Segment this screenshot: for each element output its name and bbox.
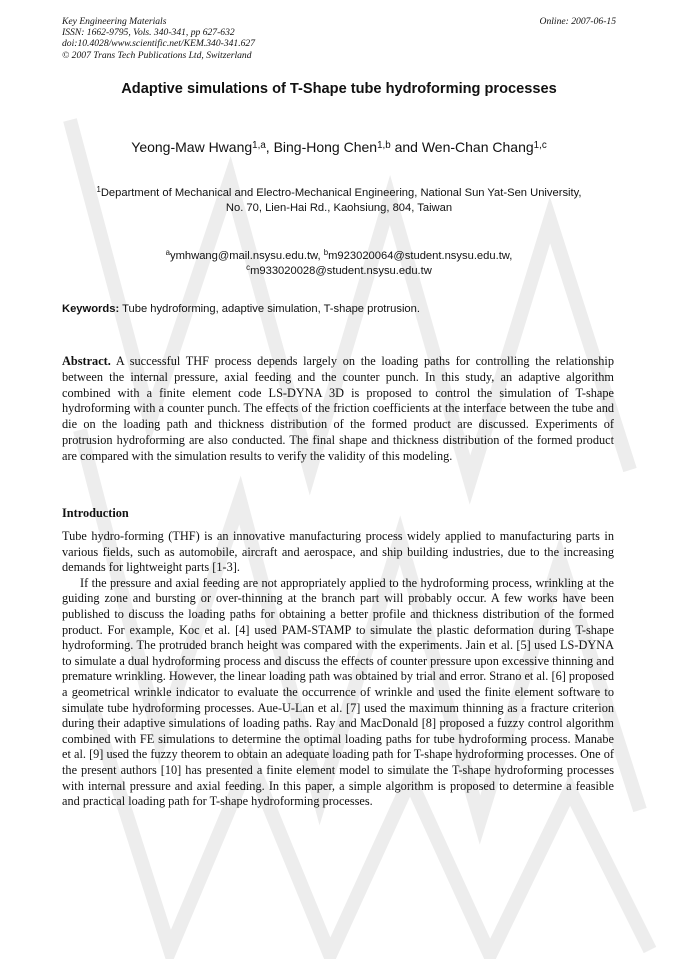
- affiliation-line-2: No. 70, Lien-Hai Rd., Kaohsiung, 804, Taiwan: [225, 202, 453, 214]
- email-block: [62, 249, 616, 279]
- email-superscript: a: [165, 248, 170, 258]
- keywords-label: Keywords:: [62, 303, 120, 315]
- online-date: Online: 2007-06-15: [539, 16, 616, 27]
- introduction-paragraph-2: If the pressure and axial feeding are not appropriately applied to the hydroforming process, wrinkling at the guiding zone and bursting or over-thinning at the branch part will probably occur. A few works have been published to discuss the loading paths for obtaining a better profile and thickness distribution of the formed product. For example, Koc et al. [4] used PAM-STAMP to simulate the plastic deformation during T-shape hydroforming. The protruded branch height was compared with the experiments. Jain et al. [5] used LS-DYNA to simulate a dual hydroforming process and discuss the effects of counter pressure upon excessive thinning and premature wrinkling. However, the linear loading path was obtained by trial and error. Strano et al. [6] proposed a geometrical wrinkle indicator to evaluate the occurrence of wrinkle and used the finite element software to simulate tube hydroforming processes. Aue-U-Lan et al. [7] used the maximum thinning as a fracture criterion during their adaptive simulations of loading paths. Ray and MacDonald [8] proposed a fuzzy control algorithm combined with FE simulations to determine the optimal loading paths for tube hydroforming process. Manabe et al. [9] used the fuzzy theorem to obtain an adequate loading path for T-shape hydroforming processes. One of the present authors [10] has presented a finite element model to simulate the T-shape hydroforming processes with internal pressure and axial feeding. In this paper, a simple algorithm is proposed to determine a feasible and practical loading path for T-shape hydroforming processes.: [62, 575, 614, 809]
- author-name: Yeong-Maw Hwang: [131, 139, 253, 155]
- author-separator: and: [390, 139, 422, 155]
- affiliation-superscript: 1: [96, 185, 101, 195]
- journal-header: [62, 16, 616, 61]
- affiliation: [62, 186, 616, 216]
- doi-line: doi:10.4028/www.scientific.net/KEM.340-341.627: [62, 38, 256, 50]
- abstract: [62, 354, 614, 465]
- section-heading-introduction: Introduction: [62, 506, 129, 520]
- keywords-text: Tube hydroforming, adaptive simulation, T-shape protrusion.: [119, 303, 420, 315]
- author-superscript: 1,a: [252, 139, 266, 151]
- copyright-line: © 2007 Trans Tech Publications Ltd, Switzerland: [62, 49, 252, 61]
- journal-name: Key Engineering Materials: [62, 16, 167, 27]
- author-name: Bing-Hong Chen: [273, 139, 378, 155]
- author-superscript: 1,c: [533, 139, 547, 151]
- affiliation-line-1: Department of Mechanical and Electro-Mechanical Engineering, National Sun Yat-Sen University,: [100, 187, 582, 199]
- email-a: ymhwang@mail.nsysu.edu.tw,: [169, 250, 324, 262]
- author-list: [0, 139, 678, 155]
- issn-line: ISSN: 1662-9795, Vols. 340-341, pp 627-632: [62, 27, 235, 39]
- abstract-text: A successful THF process depends largely on the loading paths for controlling the relationship between the internal pressure, axial feeding and the counter punch. In this study, an adaptive algorithm combined with a finite element code LS-DYNA 3D is proposed to control the simulation of T-shape hydroforming with a counter punch. The effects of the friction coefficients at the interface between the tube and die on the loading path and thickness distribution of the formed product are discussed. Experiments of protrusion hydroforming are also conducted. The final shape and thickness distribution of the formed product are compared with the simulation results to verify the validity of this modeling.: [62, 354, 614, 463]
- keywords: [62, 303, 616, 315]
- author-superscript: 1,b: [377, 139, 391, 151]
- author-name: Wen-Chan Chang: [421, 139, 534, 155]
- introduction-body: [62, 529, 614, 810]
- email-c: m933020028@student.nsysu.edu.tw: [250, 265, 432, 277]
- introduction-paragraph-1: Tube hydro-forming (THF) is an innovative manufacturing process widely applied to manufacturing parts in various fields, such as automobile, aircraft and aerospace, and ship building industries, due to the increasing demands for lightweight parts [1-3].: [62, 529, 614, 575]
- email-superscript: b: [323, 248, 329, 258]
- email-superscript: c: [246, 263, 251, 273]
- paper-title: Adaptive simulations of T-Shape tube hydroforming processes: [121, 81, 557, 97]
- author-separator: ,: [265, 139, 274, 155]
- email-b: m923020064@student.nsysu.edu.tw,: [328, 250, 513, 262]
- abstract-label: Abstract.: [62, 354, 111, 368]
